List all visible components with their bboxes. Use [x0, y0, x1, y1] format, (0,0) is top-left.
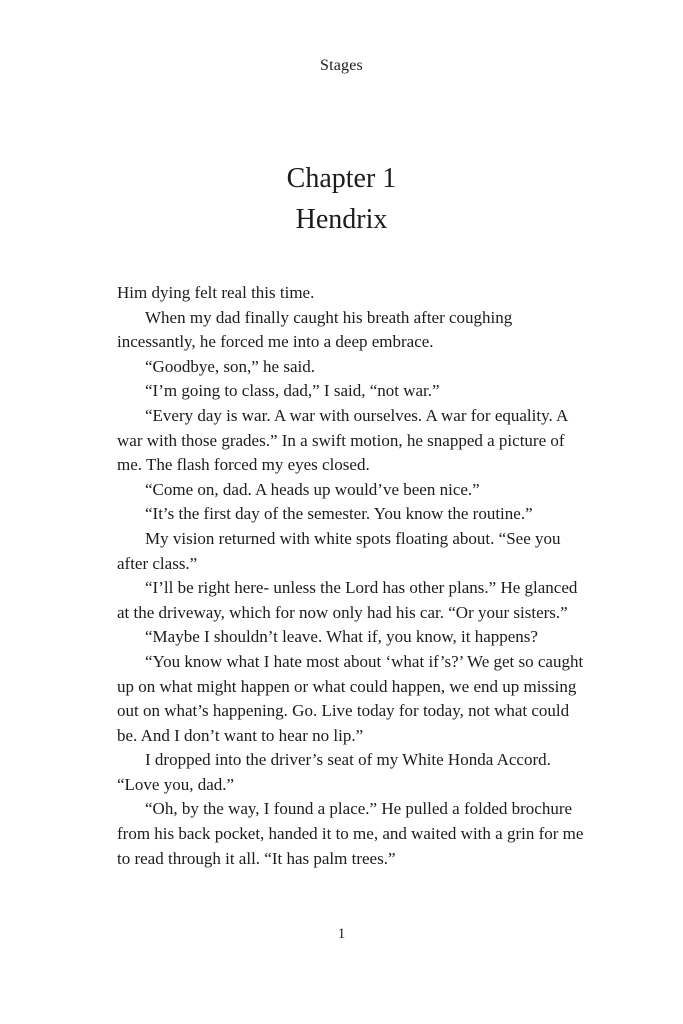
body-paragraph: “Goodbye, son,” he said. — [145, 356, 315, 376]
body-paragraph: “You know what I hate most about ‘what if’s?’ We get so caught up on what might happen or what could happen, we end up missing out on what’s happening. Go. Live today for today, not what could be. And I don’t want to hear no lip.” — [117, 651, 584, 745]
body-paragraph: “I’m going to class, dad,” I said, “not war.” — [145, 381, 440, 401]
body-paragraph: “Oh, by the way, I found a place.” He pulled a folded brochure from his back pocket, handed it to me, and waited with a grin for me to read through it all. “It has palm trees.” — [117, 799, 584, 868]
body-text — [117, 281, 585, 871]
body-paragraph: “Come on, dad. A heads up would’ve been nice.” — [145, 479, 480, 499]
body-paragraph: “I’ll be right here- unless the Lord has other plans.” He glanced at the driveway, which for now only had his car. “Or your sisters.” — [117, 578, 578, 622]
chapter-title: Hendrix — [295, 204, 388, 235]
running-header: Stages — [320, 57, 363, 74]
body-paragraph: “Maybe I shouldn’t leave. What if, you know, it happens? — [145, 627, 538, 647]
body-paragraph: My vision returned with white spots floating about. “See you after class.” — [117, 528, 561, 573]
page-number: 1 — [337, 926, 346, 942]
body-paragraph: “Every day is war. A war with ourselves. A war for equality. A war with those grades.” In a swift motion, he snapped a picture of me. The flash forced my eyes closed. — [117, 405, 568, 475]
body-paragraph: “It’s the first day of the semester. You know the routine.” — [145, 504, 533, 524]
body-paragraph: When my dad finally caught his breath after coughing incessantly, he forced me into a deep embrace. — [117, 307, 513, 352]
chapter-heading — [0, 158, 683, 240]
body-paragraph: Him dying felt real this time. — [117, 283, 315, 302]
body-paragraph: I dropped into the driver’s seat of my White Honda Accord. “Love you, dad.” — [117, 750, 551, 794]
chapter-number: Chapter 1 — [286, 163, 397, 194]
